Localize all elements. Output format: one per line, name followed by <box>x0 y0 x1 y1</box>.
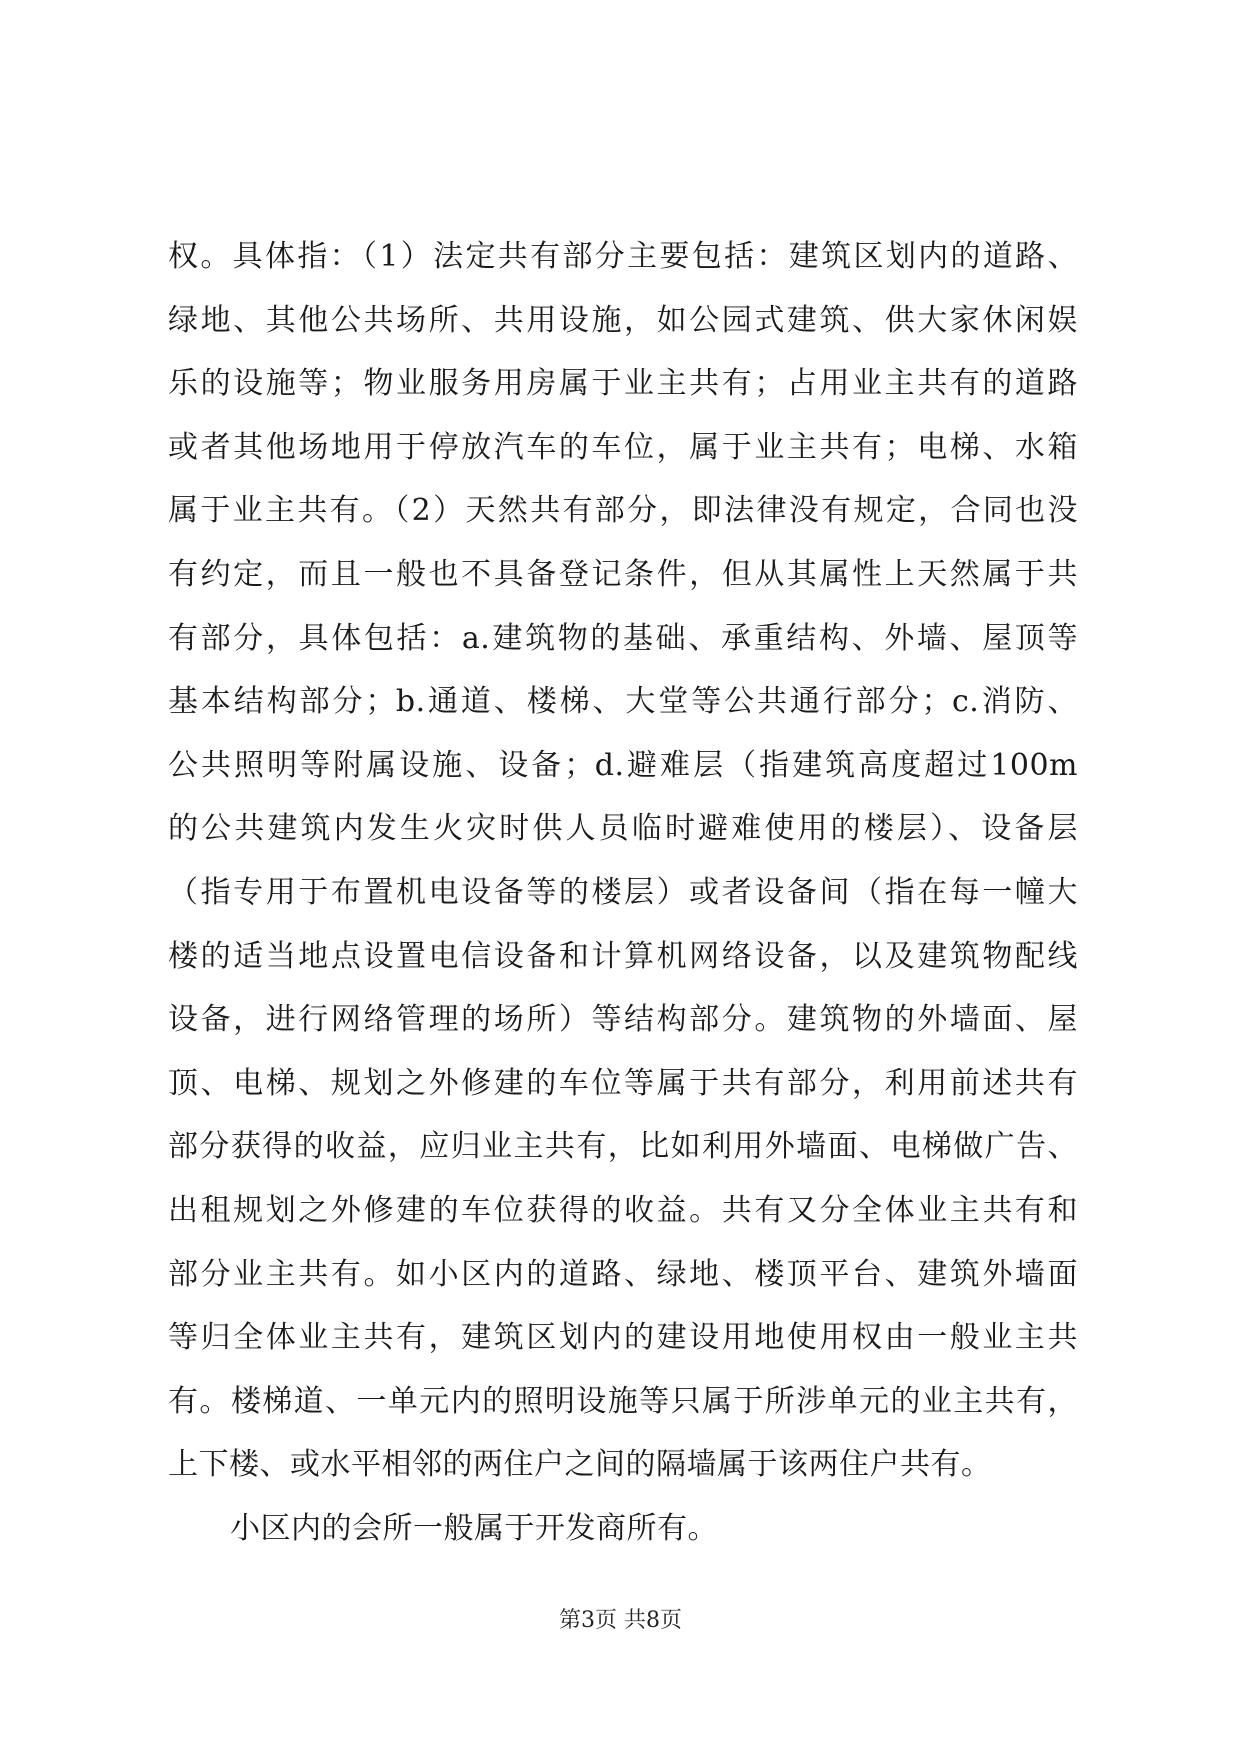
text-line-16: 出租规划之外修建的车位获得的收益。共有又分全体业主共有和 <box>168 1192 1078 1228</box>
text-line-17: 部分业主共有。如小区内的道路、绿地、楼顶平台、建筑外墙面 <box>168 1256 1078 1292</box>
text-line-19: 有。楼梯道、一单元内的照明设施等只属于所涉单元的业主共有， <box>168 1383 1078 1419</box>
text-line-18: 等归全体业主共有，建筑区划内的建设用地使用权由一般业主共 <box>168 1320 1078 1356</box>
text-line-12: 楼的适当地点设置电信设备和计算机网络设备，以及建筑物配线 <box>168 938 1078 974</box>
text-line-5: 属于业主共有。（2）天然共有部分，即法律没有规定，合同也没 <box>168 493 1078 529</box>
text-line-8: 基本结构部分；b.通道、楼梯、大堂等公共通行部分；c.消防、 <box>168 684 1078 720</box>
text-line-6: 有约定，而且一般也不具备登记条件，但从其属性上天然属于共 <box>168 556 1078 592</box>
text-line-9: 公共照明等附属设施、设备；d.避难层（指建筑高度超过100m <box>168 747 1078 783</box>
body-text <box>168 225 1078 1560</box>
text-line-20: 上下楼、或水平相邻的两住户之间的隔墙属于该两住户共有。 <box>168 1447 992 1483</box>
text-line-11: （指专用于布置机电设备等的楼层）或者设备间（指在每一幢大 <box>168 874 1078 910</box>
text-line-4: 或者其他场地用于停放汽车的车位，属于业主共有；电梯、水箱 <box>168 429 1078 465</box>
text-line-3: 乐的设施等；物业服务用房属于业主共有；占用业主共有的道路 <box>168 366 1078 402</box>
text-line-15: 部分获得的收益，应归业主共有，比如利用外墙面、电梯做广告、 <box>168 1129 1078 1165</box>
text-line-2: 绿地、其他公共场所、共用设施，如公园式建筑、供大家休闲娱 <box>168 302 1078 338</box>
text-line-14: 顶、电梯、规划之外修建的车位等属于共有部分，利用前述共有 <box>168 1065 1078 1101</box>
paragraph-2: 小区内的会所一般属于开发商所有。 <box>230 1510 718 1546</box>
text-line-13: 设备，进行网络管理的场所）等结构部分。建筑物的外墙面、屋 <box>168 1002 1078 1038</box>
text-line-7: 有部分，具体包括：a.建筑物的基础、承重结构、外墙、屋顶等 <box>168 620 1078 656</box>
text-line-1: 权。具体指：（1）法定共有部分主要包括：建筑区划内的道路、 <box>168 239 1078 274</box>
page-footer: 第3页 共8页 <box>559 1608 682 1633</box>
text-line-10: 的公共建筑内发生火灾时供人员临时避难使用的楼层）、设备层 <box>168 811 1078 847</box>
